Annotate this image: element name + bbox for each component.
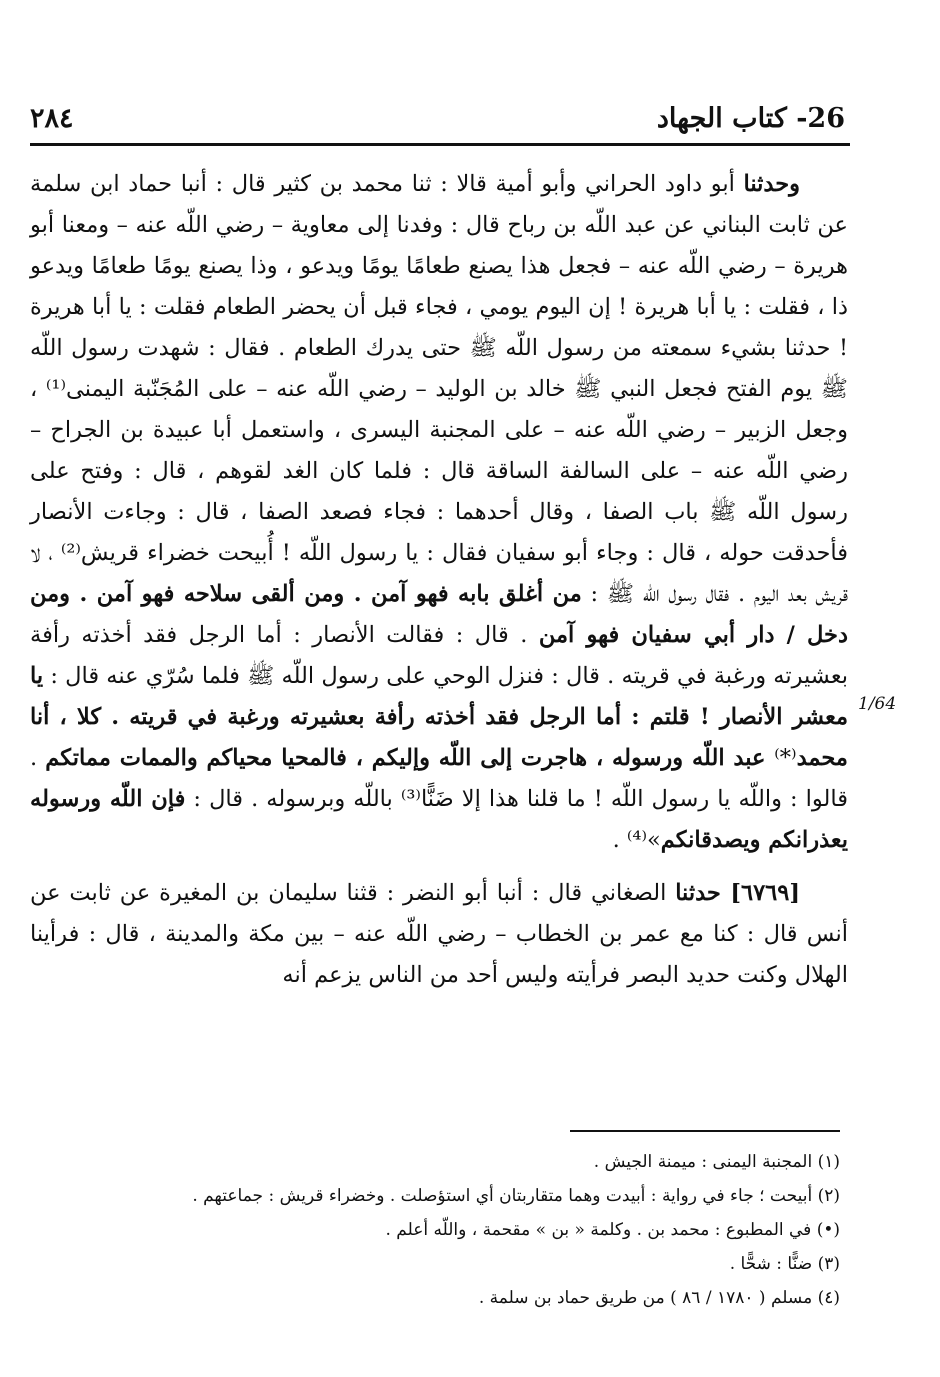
text-segment: ، لا قريش بعد اليوم . فقال رسول اللّه ﷺ :	[30, 540, 848, 607]
footnote-2: (٢) أبيحت ؛ جاء في رواية : أبيدت وهما متقاربتان أي استؤصلت . وخضراء قريش : جماعتهم .	[192, 1186, 840, 1206]
footnote-ref-star: ⁽*⁾	[774, 745, 797, 771]
text-segment: . قال : فقالت الأنصار : أما الرجل فقد أخذته رأفة بعشيرته ورغبة في قريته . قال : فنزل الوحي على رسول اللّه ﷺ فلما سُرّي عنه قال :	[30, 622, 848, 689]
footnote-1: (١) المجنبة اليمنى : ميمنة الجيش .	[593, 1152, 840, 1172]
margin-reference: 1/64	[858, 694, 897, 714]
text-segment: من أغلق بابه فهو آمن . ومن ألقى سلاحه فهو آمن . ومن دخل / دار أبي سفيان فهو آمن	[30, 581, 848, 648]
main-text	[30, 164, 848, 996]
text-segment: يا معشر الأنصار ! قلتم : أما الرجل فقد أخذته رأفة بعشيرته ورغبة في قريته . كلا ، أنا محمد	[30, 663, 848, 771]
text-segment: الصغاني قال : أنبا أبو النضر : قثنا سليمان بن المغيرة عن ثابت عن أنس قال : كنا مع عمر بن الخطاب – رضي اللّه عنه – بين مكة والمدينة ، قال : فرأينا الهلال وكنت حديد البصر فرأيته وليس أحد من الناس يزعم أنه	[30, 880, 848, 988]
footnote-ref-3: ⁽³⁾	[400, 786, 421, 812]
page-header	[30, 86, 845, 134]
hadith-number: [٦٧٦٩] حدثنا	[675, 880, 800, 906]
text-segment: فإن اللّه ورسوله يعذرانكم ويصدقانكم	[30, 786, 848, 853]
text-segment: . قالوا : واللّه يا رسول اللّه ! ما قلنا هذا إلا ضَنًّا	[30, 745, 849, 812]
footnotes	[60, 1145, 840, 1315]
footnote-4: (٤) مسلم ( ١٧٨٠ / ٨٦ ) من طريق حماد بن سلمة .	[478, 1288, 840, 1308]
footnote-3: (٣) ضنًّا : شحًّا .	[729, 1254, 840, 1274]
footnote-star: (•) في المطبوع : محمد بن . وكلمة « بن » مقحمة ، واللّه أعلم .	[385, 1220, 840, 1240]
text-segment: أبو داود الحراني وأبو أمية قالا : ثنا محمد بن كثير قال : أنبا حماد ابن سلمة عن ثابت البناني عن عبد اللّه بن رباح قال : وفدنا إلى معاوية – رضي اللّه عنه – ومعنا أبو هريرة – رضي اللّه عنه – فجعل هذا يصنع طعامًا يومًا ويدعو ، وذا يصنع يومًا طعامًا ويدعو ذا ، فقلت : يا أبا هريرة ! إن اليوم يومي ، فجاء قبل أن يحضر الطعام فقلت : يا أبا هريرة ! حدثنا بشيء سمعته من رسول اللّه ﷺ حتى يدرك الطعام . فقال : شهدت رسول اللّه ﷺ يوم الفتح فجعل النبي ﷺ خالد بن الوليد – رضي اللّه عنه – على المُجَنّبة اليمنى	[30, 171, 848, 402]
footnote-ref-4: »⁽⁴⁾ .	[612, 827, 661, 853]
paragraph-hadith-1	[30, 164, 848, 861]
footnote-ref-1: ⁽¹⁾	[45, 376, 66, 402]
text-segment: ، وجعل الزبير – رضي اللّه عنه – على المجنبة اليسرى ، واستعمل أبا عبيدة بن الجراح – رضي اللّه عنه – على السالفة الساقة قال : فلما كان الغد لقوهم ، قال : وفتح على رسول اللّه ﷺ باب الصفا ، وقال أحدهما : فجاء فصعد الصفا ، قال : وجاءت الأنصار فأحدقت حوله ، قال : وجاء أبو سفيان فقال : يا رسول اللّه ! أُبيحت خضراء قريش	[30, 376, 848, 566]
header-rule	[30, 143, 850, 146]
text-segment: عبد اللّه ورسوله ، هاجرت إلى اللّه وإليكم ، فالمحيا محياكم والممات مماتكم	[45, 745, 775, 771]
footnote-rule	[570, 1130, 840, 1132]
paragraph-hadith-6769	[30, 873, 848, 996]
footnote-ref-2: ⁽²⁾	[60, 540, 81, 566]
page-number: ٢٨٤	[30, 103, 74, 134]
running-title: 26- كتاب الجهاد	[656, 103, 845, 134]
text-segment: باللّه وبرسوله . قال :	[185, 786, 401, 812]
text-segment: وحدثنا	[743, 171, 800, 197]
